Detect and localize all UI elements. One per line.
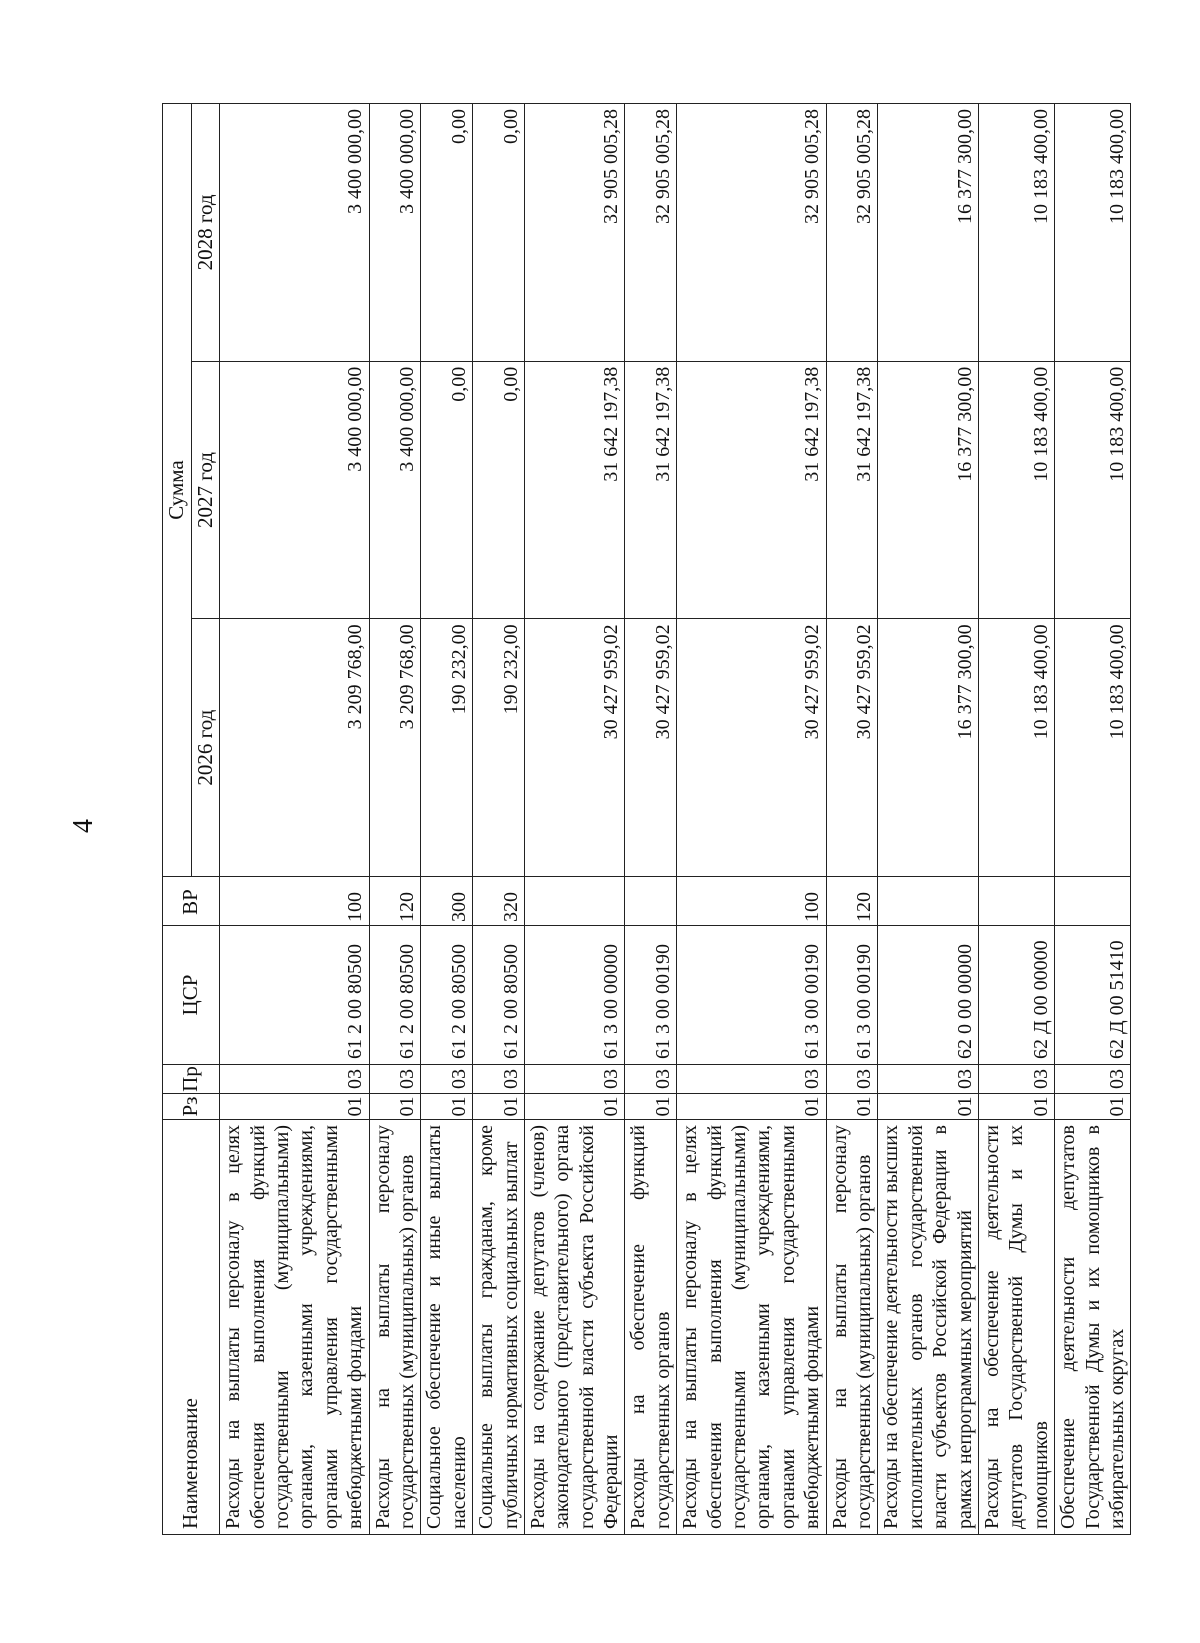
page-number: 4 <box>68 819 99 833</box>
row-rz: 01 <box>978 1094 1054 1120</box>
header-rz: Рз <box>163 1094 220 1120</box>
header-year-2026: 2026 год <box>191 619 220 877</box>
table-row <box>421 104 473 1535</box>
table-row <box>369 104 421 1535</box>
row-pr: 03 <box>473 1065 525 1094</box>
row-sum-2026: 190 232,00 <box>473 619 525 877</box>
row-name: Обеспечение деятельности депутатов Государственной Думы и их помощников в избирательных округах <box>1055 1120 1131 1535</box>
row-sum-2028: 3 400 000,00 <box>369 104 421 362</box>
row-rz: 01 <box>220 1094 369 1120</box>
row-name: Расходы на выплаты персоналу государственных (муниципальных) органов <box>826 1120 878 1535</box>
row-name: Расходы на обеспечение деятельности депутатов Государственной Думы и их помощников <box>978 1120 1054 1535</box>
row-name: Расходы на обеспечение деятельности высших исполнительных органов государственной власти субъектов Российской Федерации в рамках непрограммных мероприятий <box>878 1120 979 1535</box>
header-year-2027: 2027 год <box>191 361 220 619</box>
row-pr: 03 <box>524 1065 625 1094</box>
row-sum-2026: 3 209 768,00 <box>220 619 369 877</box>
row-sum-2026: 30 427 959,02 <box>826 619 878 877</box>
row-pr: 03 <box>220 1065 369 1094</box>
row-sum-2027: 0,00 <box>473 361 525 619</box>
row-sum-2026: 190 232,00 <box>421 619 473 877</box>
row-name: Расходы на обеспечение функций государственных органов <box>625 1120 677 1535</box>
row-vr: 100 <box>220 877 369 926</box>
row-csr: 61 3 00 00190 <box>826 926 878 1065</box>
row-csr: 61 2 00 80500 <box>421 926 473 1065</box>
row-name: Расходы на выплаты персоналу в целях обеспечения выполнения функций государственными (муниципальными) органами, казенными учреждениями, органами управления государственными внебюджетными фондами <box>220 1120 369 1535</box>
row-sum-2028: 32 905 005,28 <box>826 104 878 362</box>
row-csr: 61 2 00 80500 <box>369 926 421 1065</box>
row-sum-2027: 31 642 197,38 <box>826 361 878 619</box>
table-row <box>878 104 979 1535</box>
row-sum-2026: 30 427 959,02 <box>524 619 625 877</box>
table-row <box>826 104 878 1535</box>
row-pr: 03 <box>1055 1065 1131 1094</box>
table-row <box>1055 104 1131 1535</box>
row-sum-2028: 16 377 300,00 <box>878 104 979 362</box>
header-pr: Пр <box>163 1065 220 1094</box>
row-sum-2028: 32 905 005,28 <box>524 104 625 362</box>
row-sum-2028: 32 905 005,28 <box>677 104 826 362</box>
row-csr: 61 3 00 00190 <box>625 926 677 1065</box>
row-rz: 01 <box>421 1094 473 1120</box>
row-pr: 03 <box>625 1065 677 1094</box>
row-sum-2027: 10 183 400,00 <box>1055 361 1131 619</box>
row-sum-2027: 31 642 197,38 <box>677 361 826 619</box>
row-sum-2026: 30 427 959,02 <box>677 619 826 877</box>
row-sum-2027: 3 400 000,00 <box>220 361 369 619</box>
row-rz: 01 <box>369 1094 421 1120</box>
row-csr: 62 Д 00 51410 <box>1055 926 1131 1065</box>
row-sum-2026: 3 209 768,00 <box>369 619 421 877</box>
row-vr <box>878 877 979 926</box>
budget-table <box>162 103 1131 1535</box>
row-vr: 120 <box>369 877 421 926</box>
row-sum-2026: 16 377 300,00 <box>878 619 979 877</box>
row-pr: 03 <box>421 1065 473 1094</box>
row-sum-2028: 10 183 400,00 <box>978 104 1054 362</box>
row-csr: 61 2 00 80500 <box>220 926 369 1065</box>
table-row <box>677 104 826 1535</box>
row-rz: 01 <box>826 1094 878 1120</box>
header-vr: ВР <box>163 877 220 926</box>
row-sum-2026: 10 183 400,00 <box>978 619 1054 877</box>
row-sum-2028: 0,00 <box>473 104 525 362</box>
rotated-table-container <box>162 103 1128 1535</box>
row-pr: 03 <box>369 1065 421 1094</box>
row-csr: 61 3 00 00000 <box>524 926 625 1065</box>
row-vr: 300 <box>421 877 473 926</box>
row-csr: 62 Д 00 00000 <box>978 926 1054 1065</box>
table-row <box>220 104 369 1535</box>
row-csr: 62 0 00 00000 <box>878 926 979 1065</box>
row-pr: 03 <box>878 1065 979 1094</box>
row-name: Социальное обеспечение и иные выплаты населению <box>421 1120 473 1535</box>
table-row <box>473 104 525 1535</box>
row-sum-2027: 31 642 197,38 <box>625 361 677 619</box>
row-vr <box>1055 877 1131 926</box>
header-row-1 <box>163 104 192 1535</box>
row-csr: 61 3 00 00190 <box>677 926 826 1065</box>
row-rz: 01 <box>473 1094 525 1120</box>
row-rz: 01 <box>878 1094 979 1120</box>
row-sum-2028: 32 905 005,28 <box>625 104 677 362</box>
row-csr: 61 2 00 80500 <box>473 926 525 1065</box>
header-year-2028: 2028 год <box>191 104 220 362</box>
row-sum-2026: 30 427 959,02 <box>625 619 677 877</box>
row-vr: 100 <box>677 877 826 926</box>
table-row <box>978 104 1054 1535</box>
row-pr: 03 <box>677 1065 826 1094</box>
row-sum-2027: 16 377 300,00 <box>878 361 979 619</box>
row-sum-2027: 0,00 <box>421 361 473 619</box>
table-row <box>625 104 677 1535</box>
row-rz: 01 <box>625 1094 677 1120</box>
header-sum-group: Сумма <box>163 104 192 877</box>
row-pr: 03 <box>826 1065 878 1094</box>
row-vr: 320 <box>473 877 525 926</box>
row-name: Расходы на выплаты персоналу государственных (муниципальных) органов <box>369 1120 421 1535</box>
row-sum-2027: 31 642 197,38 <box>524 361 625 619</box>
row-name: Расходы на выплаты персоналу в целях обеспечения выполнения функций государственными (муниципальными) органами, казенными учреждениями, органами управления государственными внебюджетными фондами <box>677 1120 826 1535</box>
row-pr: 03 <box>978 1065 1054 1094</box>
row-sum-2028: 10 183 400,00 <box>1055 104 1131 362</box>
row-sum-2028: 3 400 000,00 <box>220 104 369 362</box>
table-row <box>524 104 625 1535</box>
row-sum-2026: 10 183 400,00 <box>1055 619 1131 877</box>
row-rz: 01 <box>1055 1094 1131 1120</box>
row-rz: 01 <box>524 1094 625 1120</box>
row-rz: 01 <box>677 1094 826 1120</box>
row-name: Социальные выплаты гражданам, кроме публичных нормативных социальных выплат <box>473 1120 525 1535</box>
header-name: Наименование <box>163 1120 220 1535</box>
row-vr <box>625 877 677 926</box>
row-vr <box>978 877 1054 926</box>
row-sum-2027: 10 183 400,00 <box>978 361 1054 619</box>
row-vr: 120 <box>826 877 878 926</box>
row-name: Расходы на содержание депутатов (членов) законодательного (представительного) органа государственной власти субъекта Российской Федерации <box>524 1120 625 1535</box>
row-sum-2028: 0,00 <box>421 104 473 362</box>
row-vr <box>524 877 625 926</box>
row-sum-2027: 3 400 000,00 <box>369 361 421 619</box>
header-csr: ЦСР <box>163 926 220 1065</box>
